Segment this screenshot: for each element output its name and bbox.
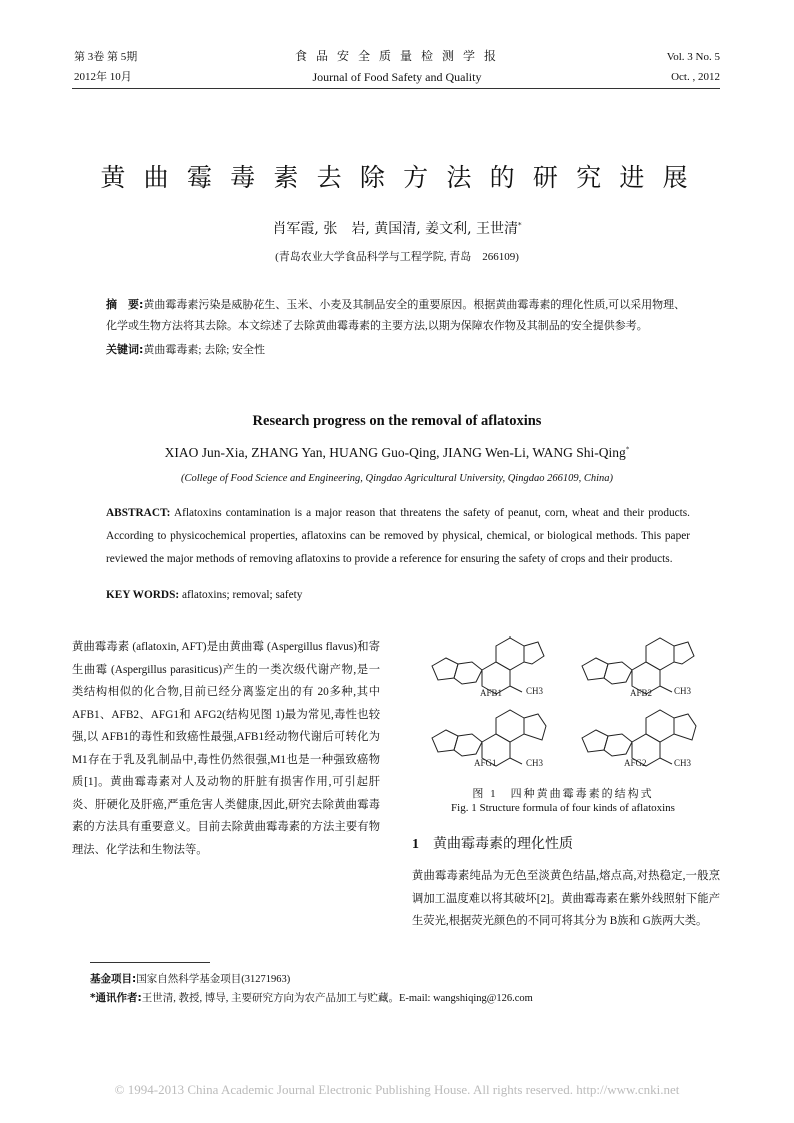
affiliation-cn: (青岛农业大学食品科学与工程学院, 青岛 266109) xyxy=(275,251,519,263)
footnote-corresponding: *通讯作者:王世清, 教授, 博导, 主要研究方向为农产品加工与贮藏。E-mail: wangshiqing@126.com xyxy=(90,992,533,1004)
title-en: Research progress on the removal of aflatoxins xyxy=(252,413,542,429)
label-afb2: AFB2 xyxy=(630,688,653,698)
figure-caption-en: Fig. 1 Structure formula of four kinds of aflatoxins xyxy=(451,802,675,814)
abstract-en-label: ABSTRACT: xyxy=(106,507,171,519)
affiliation-en: (College of Food Science and Engineering, Qingdao Agricultural University, Qingdao 266109, China) xyxy=(180,473,613,484)
abstract-en-text: Aflatoxins contamination is a major reason that threatens the safety of peanut, corn, wheat and their products. According to physicochemical properties, aflatoxins can be removed by physical, chemical, or biological methods. This paper reviewed the major methods of removing aflatoxins to provide a reference for ensuring the safety of crops and their products. xyxy=(106,507,690,565)
header-journal-en: Journal of Food Safety and Quality xyxy=(312,70,482,84)
keywords-cn-label: 关键词: xyxy=(106,343,144,356)
section-1-heading: 1 黄曲霉毒素的理化性质 xyxy=(412,836,573,852)
label-afg1: AFG1 xyxy=(474,758,497,768)
methyl-afg2: CH3 xyxy=(674,758,692,768)
label-afb1: AFB1 xyxy=(480,688,503,698)
label-afg2: AFG2 xyxy=(624,758,647,768)
body-left-column: 黄曲霉毒素 (aflatoxin, AFT)是由黄曲霉 (Aspergillus flavus)和寄生曲霉 (Aspergillus parasiticus)产生的一类次级代谢产物,是一类结构相似的化合物,目前已经分离鉴定出的有 20多种,其中 AFB1、AFB2、AFG1和 AFG2(结构见图 1)最为常见,毒性也较强,以 AFB1的毒性和致癌性最强,AFB1经动物代谢后可转化为 M1存在于乳及乳制品中,毒性仍然很强,M1也是一种强致癌物质[1]。黄曲霉毒素对人及动物的肝脏有损害作用,可引起肝炎、肝硬化及肝癌,严重危害人类健康,因此,研究去除黄曲霉毒素的方法具有重要意义。目前去除黄曲霉毒素的方法主要有物理法、化学法和生物法等。 xyxy=(72,641,380,856)
abstract-cn-text: 黄曲霉毒素污染是威胁花生、玉米、小麦及其制品安全的重要原因。根据黄曲霉毒素的理化性质,可以采用物理、化学或生物方法将其去除。本文综述了去除黄曲霉毒素的主要方法,以期为保障农作物及其制品的安全提供参考。 xyxy=(106,299,686,332)
figure-caption-cn: 图 1 四种黄曲霉毒素的结构式 xyxy=(472,788,654,800)
title-cn: 黄 曲 霉 毒 素 去 除 方 法 的 研 究 进 展 xyxy=(100,165,694,192)
figure-aflatoxin-structures xyxy=(410,636,720,776)
footnote-rule xyxy=(90,962,210,963)
header-date-cn: 2012年 10月 xyxy=(74,71,132,83)
authors-cn: 肖军霞, 张 岩, 黄国清, 姜文利, 王世清* xyxy=(272,221,522,237)
abstract-cn-label: 摘 要: xyxy=(106,298,144,311)
methyl-afb2: CH3 xyxy=(674,686,692,696)
header-journal-cn: 食 品 安 全 质 量 检 测 学 报 xyxy=(294,49,499,63)
header-date-en: Oct. , 2012 xyxy=(671,71,720,83)
methyl-afb1: CH3 xyxy=(526,686,544,696)
keywords-en: KEY WORDS: aflatoxins; removal; safety xyxy=(106,589,303,601)
methyl-afg1: CH3 xyxy=(526,758,544,768)
footnote-fund: 基金项目:国家自然科学基金项目(31271963) xyxy=(90,973,291,985)
header-volume-issue: 第 3卷 第 5期 xyxy=(74,51,138,63)
body-right-column: 黄曲霉毒素纯品为无色至淡黄色结晶,熔点高,对热稳定,一般烹调加工温度难以将其破坏[2]。黄曲霉毒素在紫外线照射下能产生荧光,根据荧光颜色的不同可将其分为 B族和 G族两大类。 xyxy=(412,870,720,927)
abstract-en xyxy=(106,502,690,571)
abstract-cn xyxy=(106,294,690,361)
keywords-cn-text: 黄曲霉毒素; 去除; 安全性 xyxy=(143,344,266,356)
copyright-footer: © 1994-2013 China Academic Journal Electronic Publishing House. All rights reserved. http://www.cnki.net xyxy=(114,1082,680,1097)
authors-en: XIAO Jun-Xia, ZHANG Yan, HUANG Guo-Qing, JIANG Wen-Li, WANG Shi-Qing* xyxy=(164,445,630,460)
header-rule xyxy=(72,88,720,89)
header-volume-en: Vol. 3 No. 5 xyxy=(666,51,720,63)
